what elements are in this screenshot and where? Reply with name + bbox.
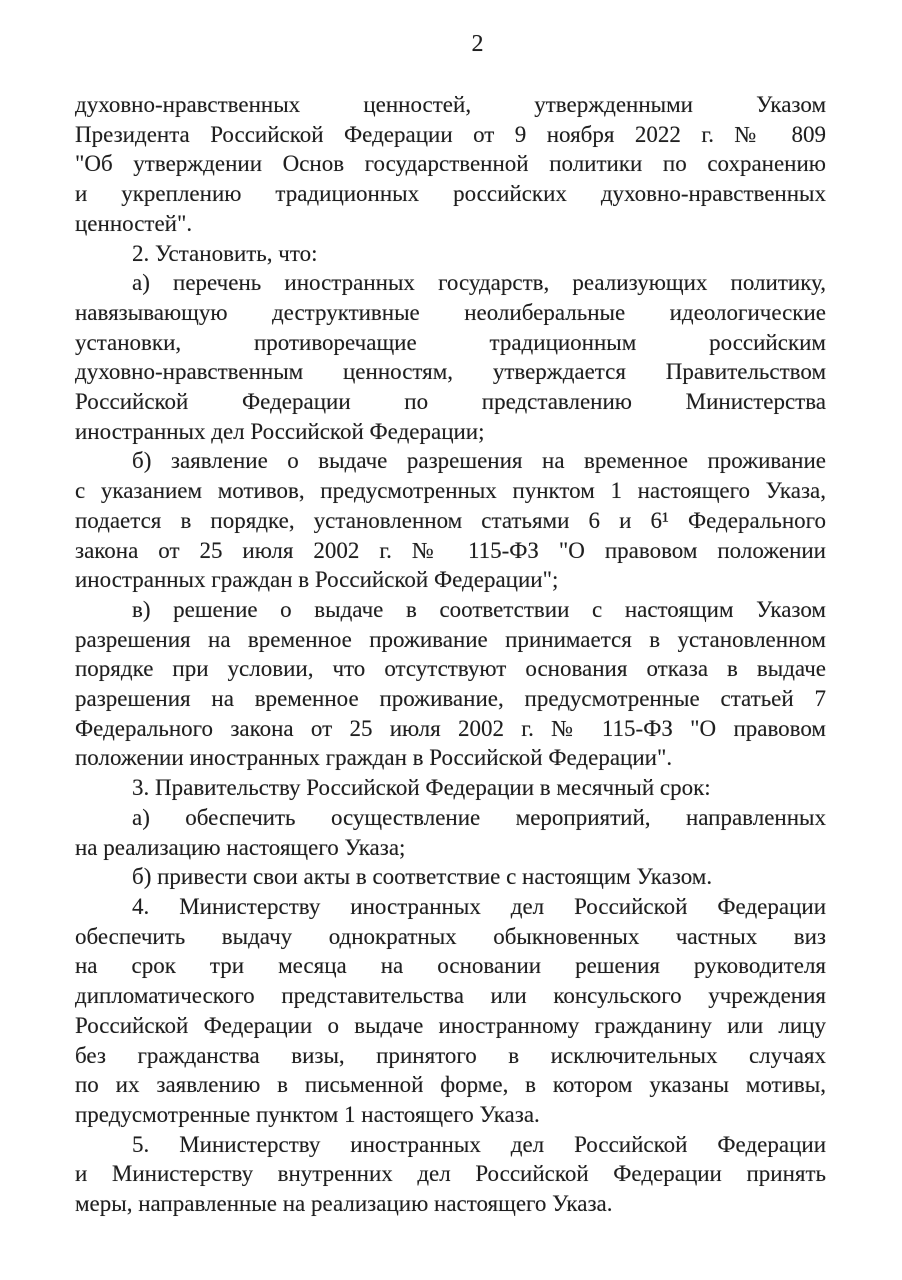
- text-line: по их заявлению в письменной форме, в котором указаны мотивы,: [75, 1072, 826, 1098]
- text-line: 3. Правительству Российской Федерации в месячный срок:: [132, 775, 711, 801]
- text-line: и Министерству внутренних дел Российской Федерации принять: [75, 1161, 826, 1187]
- text-line: духовно-нравственным ценностям, утверждается Правительством: [75, 359, 826, 385]
- text-line: меры, направленные на реализацию настоящего Указа.: [75, 1191, 613, 1217]
- text-line: а) перечень иностранных государств, реализующих политику,: [132, 270, 826, 296]
- text-line: разрешения на временное проживание, предусмотренные статьей 7: [75, 686, 826, 712]
- text-line: 5. Министерству иностранных дел Российской Федерации: [132, 1131, 826, 1157]
- text-line: Российской Федерации по представлению Министерства: [75, 389, 826, 415]
- document-text: [75, 90, 826, 1219]
- text-line: дипломатического представительства или консульского учреждения: [75, 983, 826, 1009]
- text-line: 4. Министерству иностранных дел Российской Федерации: [132, 893, 826, 919]
- text-line: а) обеспечить осуществление мероприятий, направленных: [132, 804, 826, 830]
- text-line: в) решение о выдаче в соответствии с настоящим Указом: [132, 596, 826, 622]
- text-line: б) привести свои акты в соответствие с настоящим Указом.: [132, 864, 713, 890]
- text-line: Федерального закона от 25 июля 2002 г. № 115-ФЗ "О правовом: [75, 715, 826, 741]
- text-line: навязывающую деструктивные неолиберальные идеологические: [75, 299, 826, 325]
- text-line: и укреплению традиционных российских духовно-нравственных: [75, 181, 826, 207]
- text-line: Российской Федерации о выдаче иностранному гражданину или лицу: [75, 1012, 826, 1038]
- text-line: порядке при условии, что отсутствуют основания отказа в выдаче: [75, 656, 826, 682]
- text-line: на срок три месяца на основании решения руководителя: [75, 953, 826, 979]
- text-line: подается в порядке, установленном статьями 6 и 6¹ Федерального: [75, 507, 826, 533]
- text-line: б) заявление о выдаче разрешения на временное проживание: [132, 448, 826, 474]
- text-line: иностранных дел Российской Федерации;: [75, 418, 485, 444]
- text-line: 2. Установить, что:: [132, 240, 318, 266]
- text-line: предусмотренные пунктом 1 настоящего Указа.: [75, 1101, 540, 1127]
- text-line: иностранных граждан в Российской Федерации";: [75, 567, 559, 593]
- text-line: обеспечить выдачу однократных обыкновенных частных виз: [75, 923, 826, 949]
- text-line: с указанием мотивов, предусмотренных пунктом 1 настоящего Указа,: [75, 478, 826, 504]
- text-line: на реализацию настоящего Указа;: [75, 834, 406, 860]
- text-line: духовно-нравственных ценностей, утвержденными Указом: [75, 92, 826, 117]
- text-line: ценностей".: [75, 210, 193, 236]
- page-number: 2: [471, 31, 484, 57]
- text-line: закона от 25 июля 2002 г. № 115-ФЗ "О правовом положении: [75, 537, 826, 563]
- text-line: "Об утверждении Основ государственной политики по сохранению: [75, 151, 826, 177]
- text-line: установки, противоречащие традиционным российским: [75, 329, 826, 355]
- text-line: без гражданства визы, принятого в исключительных случаях: [75, 1042, 826, 1068]
- text-line: разрешения на временное проживание принимается в установленном: [75, 626, 826, 652]
- text-line: положении иностранных граждан в Российской Федерации".: [75, 745, 673, 771]
- text-line: Президента Российской Федерации от 9 ноября 2022 г. № 809: [75, 121, 826, 147]
